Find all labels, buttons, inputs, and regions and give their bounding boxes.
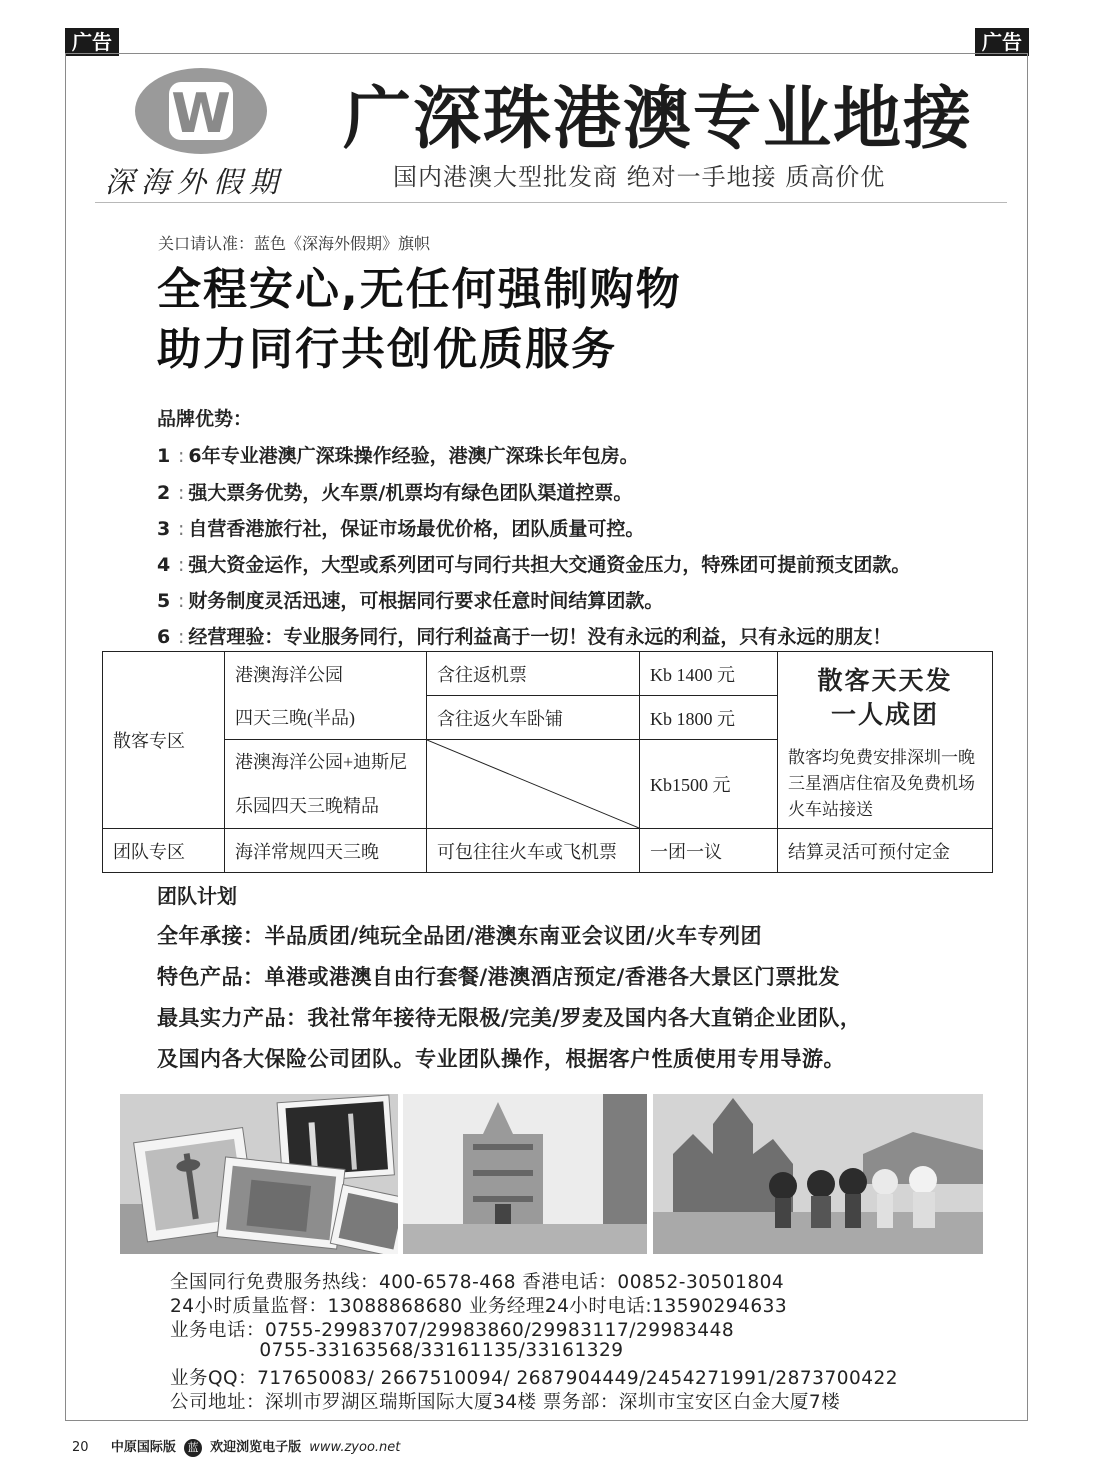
route-ocean-park: 港澳海洋公园 [225,652,427,696]
team-price: 一团一议 [640,829,778,873]
company-title: 广深珠港澳专业地接 [343,80,974,159]
edition-name: 中原国际版 [110,1440,176,1455]
headline-line-2: 助力同行共创优质服务 [157,324,617,375]
empty-diagonal-cell [427,740,640,829]
promo-cell [778,652,993,740]
advantage-item: 5 : 财务制度灵活迅速，可根据同行要求任意时间结算团款。 [157,590,664,612]
edition-badge: 蓝 [184,1439,202,1457]
photo-collage [120,1094,398,1254]
footer-slogan: 欢迎浏览电子版 [210,1440,302,1455]
option-train: 含往返火车卧铺 [427,696,640,740]
brand-heading: 品牌优势： [157,408,253,430]
advantage-item: 1 : 6年专业港澳广深珠操作经验，港澳广深珠长年包房。 [157,445,639,467]
advantage-item: 3 : 自营香港旅行社，保证市场最优价格，团队质量可控。 [157,518,645,540]
team-note: 结算灵活可预付定金 [778,829,993,873]
route-duration: 四天三晚(半品) [225,696,427,740]
team-plan-line: 全年承接：半品质团/纯玩全品团/港澳东南亚会议团/火车专列团 [157,924,763,948]
page-number: 20 [72,1440,89,1455]
route-disney [225,740,427,829]
headline-line-1: 全程安心,无任何强制购物 [157,264,682,315]
page-footer [72,1436,400,1457]
svg-text:W: W [171,82,231,145]
price-flight: Kb 1400 元 [640,652,778,696]
team-route: 海洋常规四天三晚 [225,829,427,873]
photo-disneyland [653,1094,983,1254]
team-plan-line: 及国内各大保险公司团队。专业团队操作，根据客户性质使用专用导游。 [157,1047,845,1071]
advantage-item: 6 : 经营理验：专业服务同行，同行利益高于一切！没有永远的利益，只有永远的朋友！ [157,626,892,648]
team-plan-line: 最具实力产品：我社常年接待无限极/完美/罗麦及国内各大直销企业团队， [157,1006,862,1030]
team-plan-line: 特色产品：单港或港澳自由行套餐/港澳酒店预定/香港各大景区门票批发 [157,965,840,989]
team-plan-heading: 团队计划 [157,884,237,908]
team-option: 可包往往火车或飞机票 [427,829,640,873]
company-logo [133,66,269,156]
contact-hotline: 全国同行免费服务热线：400-6578-468 香港电话：00852-30501804 [170,1272,785,1293]
route-disney-line-2: 乐园四天三晚精品 [235,796,379,816]
route-disney-line-1: 港澳海洋公园+迪斯尼 [235,752,408,772]
ad-tag-left: 广告 [65,28,119,56]
footer-url[interactable]: www.zyoo.net [309,1440,401,1455]
contact-qq: 业务QQ：717650083/ 2667510094/ 2687904449/2454271991/2873700422 [170,1368,899,1389]
promo-title-2: 一人成团 [830,699,939,729]
contact-supervision: 24小时质量监督：13088868680 业务经理24小时电话:13590294633 [170,1296,788,1317]
option-flight: 含往返机票 [427,652,640,696]
promo-body: 散客均免费安排深圳一晚三星酒店住宿及免费机场火车站接送 [778,740,993,829]
price-disney: Kb1500 元 [640,740,778,829]
price-table [102,651,993,873]
section-individual: 散客专区 [103,652,225,829]
price-train: Kb 1800 元 [640,696,778,740]
advantage-item: 2 : 强大票务优势，火车票/机票均有绿色团队渠道控票。 [157,482,633,504]
divider [95,202,1007,203]
ad-tag-right: 广告 [975,28,1029,56]
section-team: 团队专区 [103,829,225,873]
promo-title-1: 散客天天发 [817,665,953,695]
contact-business-phone: 业务电话：0755-29983707/29983860/29983117/29983448 [170,1320,735,1341]
company-subtitle: 国内港澳大型批发商 绝对一手地接 质高价优 [393,163,886,191]
contact-address: 公司地址：深圳市罗湖区瑞斯国际大厦34楼 票务部：深圳市宝安区白金大厦7楼 [170,1392,841,1413]
logo-name: 深海外假期 [105,165,286,199]
photo-ruins-st-paul [403,1094,647,1254]
advantage-item: 4 : 强大资金运作，大型或系列团可与同行共担大交通资金压力，特殊团可提前预支团款。 [157,554,911,576]
flag-notice: 关口请认准：蓝色《深海外假期》旗帜 [158,234,431,253]
contact-business-phone-2: 0755-33163568/33161135/33161329 [170,1340,624,1361]
